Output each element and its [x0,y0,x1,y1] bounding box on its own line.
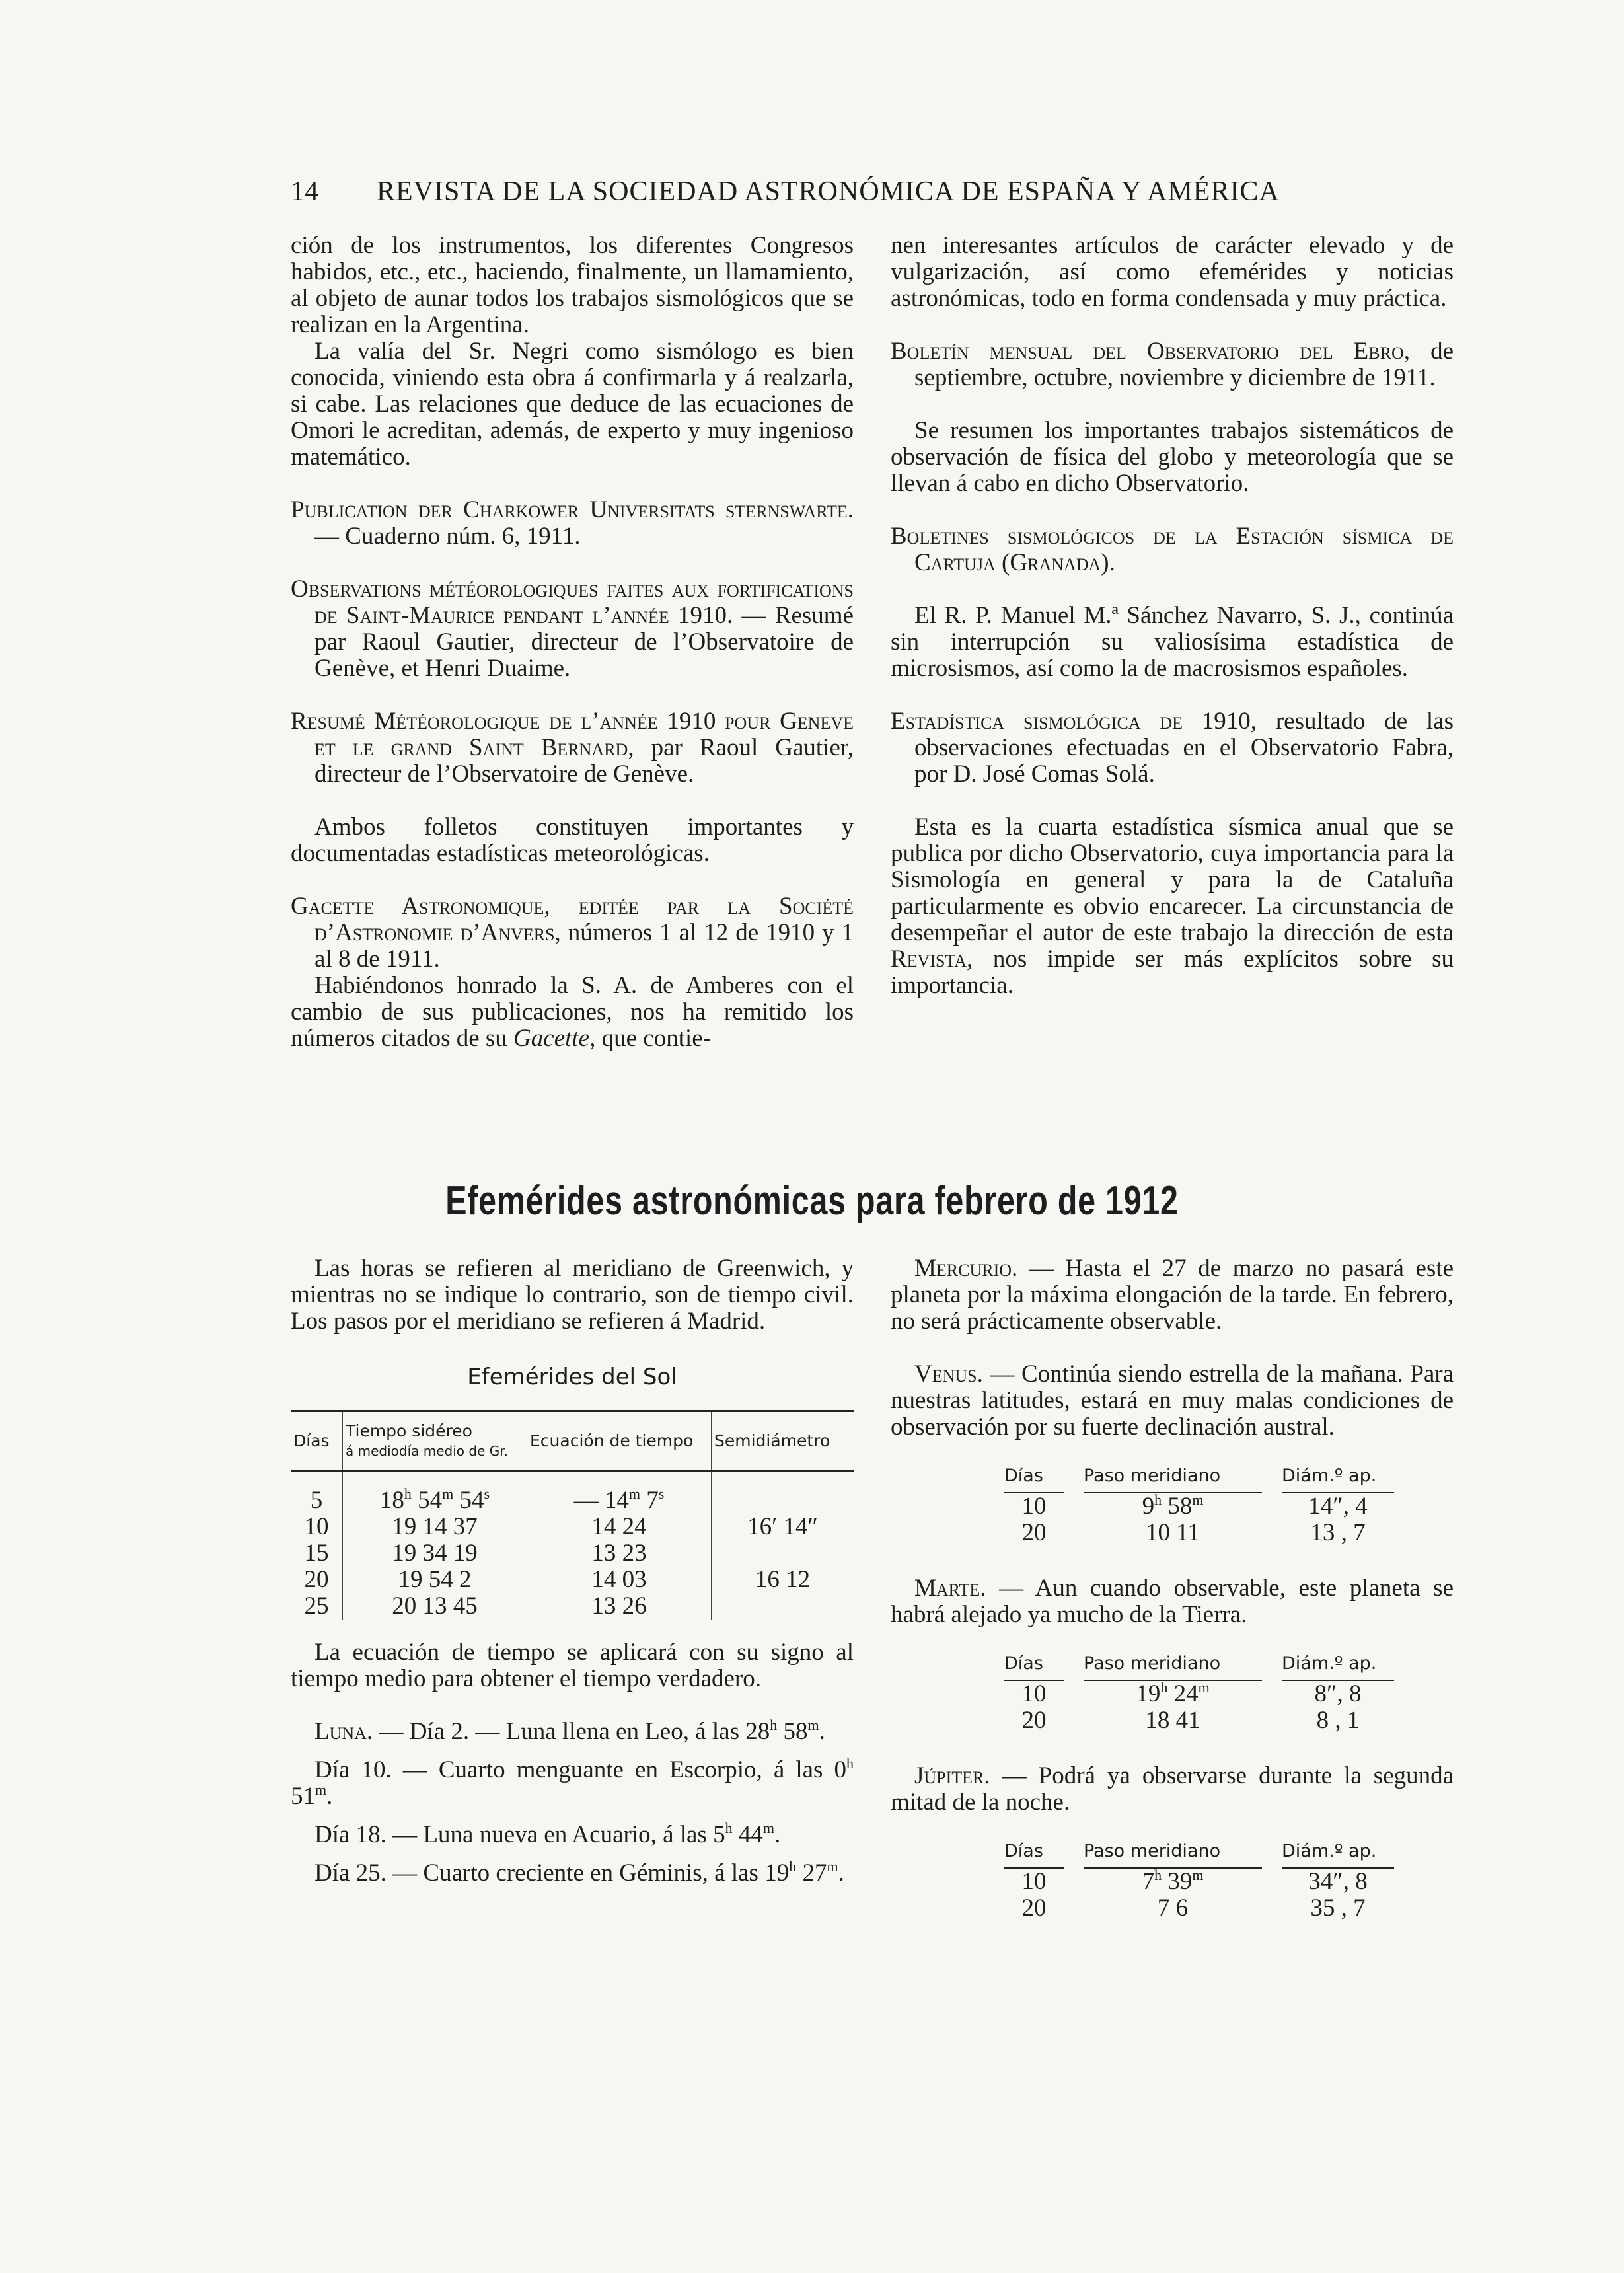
moon-phase: Día 18. — Luna nueva en Acuario, á las 5$^h$ 44$^m$. [314,1820,781,1848]
paragraph: Habiéndonos honrado la S. A. de Amberes con el cambio de sus publicaciones, nos ha remitido los números citados de su Gacette, que contie- [291,972,854,1052]
page-number: 14 [291,176,318,207]
paragraph: La valía del Sr. Negri como sismólogo es bien conocida, viniendo esta obra á confirmarla y á realzarla, si cabe. Las relaciones que deduce de las ecuaciones de Omori le acreditan, además, de experto y muy ingenioso matemático. [291,338,854,470]
moon-phase: Día 10. — Cuarto menguante en Escorpio, á las 0$^h$ 51$^m$. [291,1755,854,1810]
table-row: 15 19 34 19 13 23 [291,1540,854,1567]
bibliography-entry: Estadística sismológica de 1910, resultado de las observaciones efectuadas en el Observatorio Fabra, por D. José Comas Solá. [891,708,1454,788]
table-row: 20 7 6 35 , 7 [1021,1894,1366,1921]
table-row: 20 18 41 8 , 1 [1021,1707,1360,1734]
table-row: 10 7$^h$ 39$^m$ 34″, 8 [1021,1867,1368,1895]
planet-paragraph: Júpiter. — Podrá ya observarse durante la segunda mitad de la noche. [891,1762,1454,1816]
table-row: 10 19 14 37 14 24 16′ 14″ [291,1514,854,1540]
upper-right-column [891,233,1454,999]
bibliography-entry: Resumé Météorologique de l’année 1910 pour Geneve et le grand Saint Bernard, par Raoul Gautier, directeur de l’Observatoire de Genève. [291,708,854,788]
header-semidiameter: Semidiámetro [712,1411,854,1472]
planet-paragraph: Mercurio. — Hasta el 27 de marzo no pasará este planeta por la máxima elongación de la tarde. En febrero, no será prácticamente observable. [891,1255,1454,1335]
page-header [291,176,1356,215]
entry-title: Observations météorologiques faites aux fortifications de Saint-Maurice pendant l’année 1910. [291,576,854,629]
planet-paragraph: Marte. — Aun cuando observable, este planeta se habrá alejado ya mucho de la Tierra. [891,1575,1454,1628]
planet-name: Marte. [914,1575,986,1602]
sun-table-title: Efemérides del Sol [467,1364,677,1390]
paragraph: nen interesantes artículos de carácter elevado y de vulgarización, así como efemérides y noticias astronómicas, todo en forma condensada y muy práctica. [891,232,1454,312]
paragraph: Ambos folletos constituyen importantes y documentadas estadísticas meteorológicas. [291,813,854,867]
header-sidereal: Tiempo sidéreo á mediodía medio de Gr. [343,1411,527,1472]
section-title: Efemérides astronómicas para febrero de 1912 [445,1178,1179,1224]
table-row: 10 9$^h$ 58$^m$ 14″, 4 [1021,1491,1368,1520]
equation-note: La ecuación de tiempo se aplicará con su signo al tiempo medio para obtener el tiempo verdadero. [291,1639,854,1692]
upper-left-column [291,233,854,1052]
moon-phase: Luna. — Día 2. — Luna llena en Leo, á las 28$^h$ 58$^m$. [314,1717,825,1745]
bibliography-entry: Boletín mensual del Observatorio del Ebro, de septiembre, octubre, noviembre y diciembre de 1911. [891,338,1454,391]
header-equation: Ecuación de tiempo [527,1411,712,1472]
entry-title: Boletín mensual del Observatorio del Ebro, [891,338,1410,365]
bibliography-entry: Publication der Charkower Universitats sternswarte. — Cuaderno núm. 6, 1911. [291,496,854,550]
planet-name: Júpiter. [914,1762,990,1789]
planet-paragraph: Venus. — Continúa siendo estrella de la mañana. Para nuestras latitudes, estará en muy malas condiciones de observación por su fuerte declinación austral. [891,1360,1454,1440]
entry-title: Publication der Charkower Universitats sternswarte. [291,496,854,523]
marte-table: Días Paso meridiano Diám.º ap. 10 19$^h$ 24$^m$ 8″, 8 20 18 41 8 , 1 [1004,1651,1394,1734]
entry-title: Gacette Astronomique, editée par la Société d’Astronomie d’Anvers, [291,893,854,946]
planet-name: Venus. [914,1360,983,1388]
planet-name: Mercurio. [914,1255,1018,1282]
jupiter-table: Días Paso meridiano Diám.º ap. 10 7$^h$ 39$^m$ 34″, 8 20 7 6 35 , 7 [1004,1838,1394,1921]
paragraph: Esta es la cuarta estadística sísmica anual que se publica por dicho Observatorio, cuya importancia para la Sismología en general y para la de Cataluña particularmente es obvio encarecer. La circunstancia de desempeñar el autor de este trabajo la dirección de esta Revista, nos impide ser más explícitos sobre su importancia. [891,813,1454,999]
table-row: 20 19 54 2 14 03 16 12 [291,1567,854,1593]
table-row: 10 19$^h$ 24$^m$ 8″, 8 [1021,1679,1362,1707]
running-title: REVISTA DE LA SOCIEDAD ASTRONÓMICA DE ESPAÑA Y AMÉRICA [377,176,1280,207]
entry-title: Boletines sismológicos de la Estación sísmica de Cartuja (Granada). [891,523,1454,576]
table-row: 5 18$^h$ 54$^m$ 54$^s$ — 14$^m$ 7$^s$ [291,1471,854,1514]
lower-left-column [291,1255,854,1886]
header-days: Días [291,1411,343,1472]
paragraph: Se resumen los importantes trabajos sistemáticos de observación de física del globo y meteorología que se llevan á cabo en dicho Observatorio. [891,417,1454,497]
sun-ephemeris-table [291,1410,854,1620]
paragraph: El R. P. Manuel M.ª Sánchez Navarro, S. J., continúa sin interrupción su valiosísima estadística de microsismos, así como la de macrosismos españoles. [891,602,1454,682]
intro-paragraph: Las horas se refieren al meridiano de Greenwich, y mientras no se indique lo contrario, son de tiempo civil. Los pasos por el meridiano se refieren á Madrid. [291,1255,854,1335]
table-row: 20 10 11 13 , 7 [1021,1519,1366,1546]
table-row: 25 20 13 45 13 26 [291,1593,854,1620]
lower-right-column [891,1255,1454,1951]
entry-title: Estadística sismológica de 1910, [891,708,1257,735]
paragraph: ción de los instrumentos, los diferentes Congresos habidos, etc., etc., haciendo, finalmente, un llamamiento, al objeto de aunar todos los trabajos sismológicos que se realizan en la Argentina. [291,232,854,338]
venus-table: Días Paso meridiano Diám.º ap. 10 9$^h$ 58$^m$ 14″, 4 20 10 11 13 , 7 [1004,1463,1394,1546]
bibliography-entry: Observations météorologiques faites aux fortifications de Saint-Maurice pendant l’année 1910. — Resumé par Raoul Gautier, directeur de l’Observatoire de Genève, et Henri Duaime. [291,576,854,682]
moon-phase: Día 25. — Cuarto creciente en Géminis, á las 19$^h$ 27$^m$. [314,1858,844,1886]
entry-title: Resumé Météorologique de l’année 1910 pour Geneve et le grand Saint Bernard, [291,708,854,761]
bibliography-entry: Gacette Astronomique, editée par la Société d’Astronomie d’Anvers, números 1 al 12 de 1910 y 1 al 8 de 1911. [291,893,854,973]
bibliography-entry [891,523,1454,576]
